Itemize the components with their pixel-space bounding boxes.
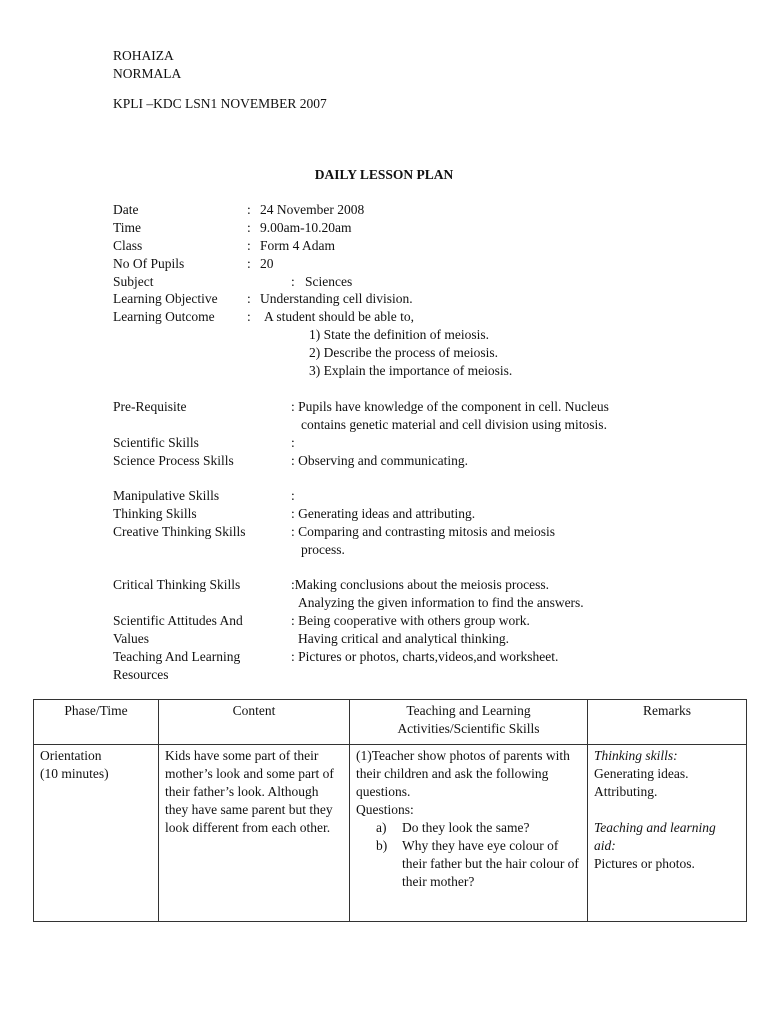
list-marker: a) bbox=[376, 820, 387, 835]
colon: : bbox=[247, 309, 251, 324]
subject-value: Sciences bbox=[305, 274, 353, 289]
critical-skills-label: Critical Thinking Skills bbox=[113, 577, 241, 592]
header-activities-line: Activities/Scientific Skills bbox=[397, 721, 540, 736]
resources-label-cont: Resources bbox=[113, 667, 169, 682]
resources-value: : Pictures or photos, charts,videos,and worksheet. bbox=[291, 649, 559, 664]
phase-name: Orientation bbox=[40, 748, 102, 763]
manipulative-skills-value: : bbox=[291, 488, 295, 503]
question-text: Why they have eye colour of their father but the hair colour of their mother? bbox=[402, 838, 579, 889]
activities-cell bbox=[350, 745, 588, 922]
lesson-table bbox=[33, 699, 747, 922]
creative-skills-value: : Comparing and contrasting mitosis and meiosis bbox=[291, 524, 555, 539]
outcome-item: 2) Describe the process of meiosis. bbox=[309, 345, 498, 360]
prereq-value: : Pupils have knowledge of the component in cell. Nucleus bbox=[291, 399, 609, 414]
creative-skills-label: Creative Thinking Skills bbox=[113, 524, 246, 539]
question-list bbox=[356, 819, 581, 891]
attitudes-label-cont: Values bbox=[113, 631, 149, 646]
scientific-skills-value: : bbox=[291, 435, 295, 450]
colon: : bbox=[247, 238, 251, 253]
thinking-skills-value: : Generating ideas and attributing. bbox=[291, 506, 476, 521]
remarks-item: Pictures or photos. bbox=[594, 856, 695, 871]
header-phase: Phase/Time bbox=[34, 700, 159, 745]
colon: : bbox=[247, 202, 251, 217]
header-remarks: Remarks bbox=[588, 700, 747, 745]
pupils-label: No Of Pupils bbox=[113, 256, 185, 271]
colon: : bbox=[291, 274, 295, 289]
attitudes-value-cont: Having critical and analytical thinking. bbox=[298, 631, 510, 646]
header-activities bbox=[350, 700, 588, 745]
list-marker: b) bbox=[376, 838, 388, 853]
process-skills-label: Science Process Skills bbox=[113, 453, 234, 468]
objective-value: Understanding cell division. bbox=[260, 291, 413, 306]
header-activities-line: Teaching and Learning bbox=[406, 703, 531, 718]
outcome-value: A student should be able to, bbox=[264, 309, 414, 324]
header-content: Content bbox=[159, 700, 350, 745]
activity-intro: (1)Teacher show photos of parents with their children and ask the following questions. bbox=[356, 748, 570, 799]
table-header-row bbox=[34, 700, 747, 745]
outcome-label: Learning Outcome bbox=[113, 309, 215, 324]
creative-skills-value-cont: process. bbox=[301, 542, 345, 557]
colon: : bbox=[247, 256, 251, 271]
course-line: KPLI –KDC LSN1 NOVEMBER 2007 bbox=[113, 96, 327, 111]
phase-cell bbox=[34, 745, 159, 922]
scientific-skills-label: Scientific Skills bbox=[113, 435, 199, 450]
colon: : bbox=[247, 220, 251, 235]
time-label: Time bbox=[113, 220, 142, 235]
remarks-cell bbox=[588, 745, 747, 922]
time-value: 9.00am-10.20am bbox=[260, 220, 352, 235]
date-label: Date bbox=[113, 202, 139, 217]
class-value: Form 4 Adam bbox=[260, 238, 336, 253]
critical-skills-value-cont: Analyzing the given information to find the answers. bbox=[298, 595, 584, 610]
class-label: Class bbox=[113, 238, 143, 253]
table-row bbox=[34, 745, 747, 922]
outcome-item: 1) State the definition of meiosis. bbox=[309, 327, 489, 342]
questions-label: Questions: bbox=[356, 802, 414, 817]
remarks-item: Attributing. bbox=[594, 784, 658, 799]
process-skills-value: : Observing and communicating. bbox=[291, 453, 468, 468]
list-item bbox=[356, 837, 581, 891]
attitudes-value: : Being cooperative with others group work. bbox=[291, 613, 530, 628]
date-value: 24 November 2008 bbox=[260, 202, 365, 217]
list-item bbox=[356, 819, 581, 837]
remarks-item: Generating ideas. bbox=[594, 766, 689, 781]
question-text: Do they look the same? bbox=[402, 820, 530, 835]
author-name: NORMALA bbox=[113, 66, 182, 81]
thinking-skills-label: Thinking Skills bbox=[113, 506, 197, 521]
prereq-label: Pre-Requisite bbox=[113, 399, 187, 414]
author-name: ROHAIZA bbox=[113, 48, 174, 63]
manipulative-skills-label: Manipulative Skills bbox=[113, 488, 220, 503]
pupils-value: 20 bbox=[260, 256, 274, 271]
outcome-item: 3) Explain the importance of meiosis. bbox=[309, 363, 513, 378]
content-cell: Kids have some part of their mother’s look and some part of their father’s look. Although they have same parent but they look different from each other. bbox=[159, 745, 350, 922]
critical-skills-value: :Making conclusions about the meiosis process. bbox=[291, 577, 549, 592]
subject-label: Subject bbox=[113, 274, 154, 289]
page-title: DAILY LESSON PLAN bbox=[314, 167, 454, 182]
remarks-heading: Teaching and learning aid: bbox=[594, 820, 716, 853]
phase-duration: (10 minutes) bbox=[40, 766, 109, 781]
remarks-heading: Thinking skills: bbox=[594, 748, 678, 763]
colon: : bbox=[247, 291, 251, 306]
prereq-value-cont: contains genetic material and cell division using mitosis. bbox=[301, 417, 607, 432]
attitudes-label: Scientific Attitudes And bbox=[113, 613, 243, 628]
objective-label: Learning Objective bbox=[113, 291, 218, 306]
resources-label: Teaching And Learning bbox=[113, 649, 241, 664]
